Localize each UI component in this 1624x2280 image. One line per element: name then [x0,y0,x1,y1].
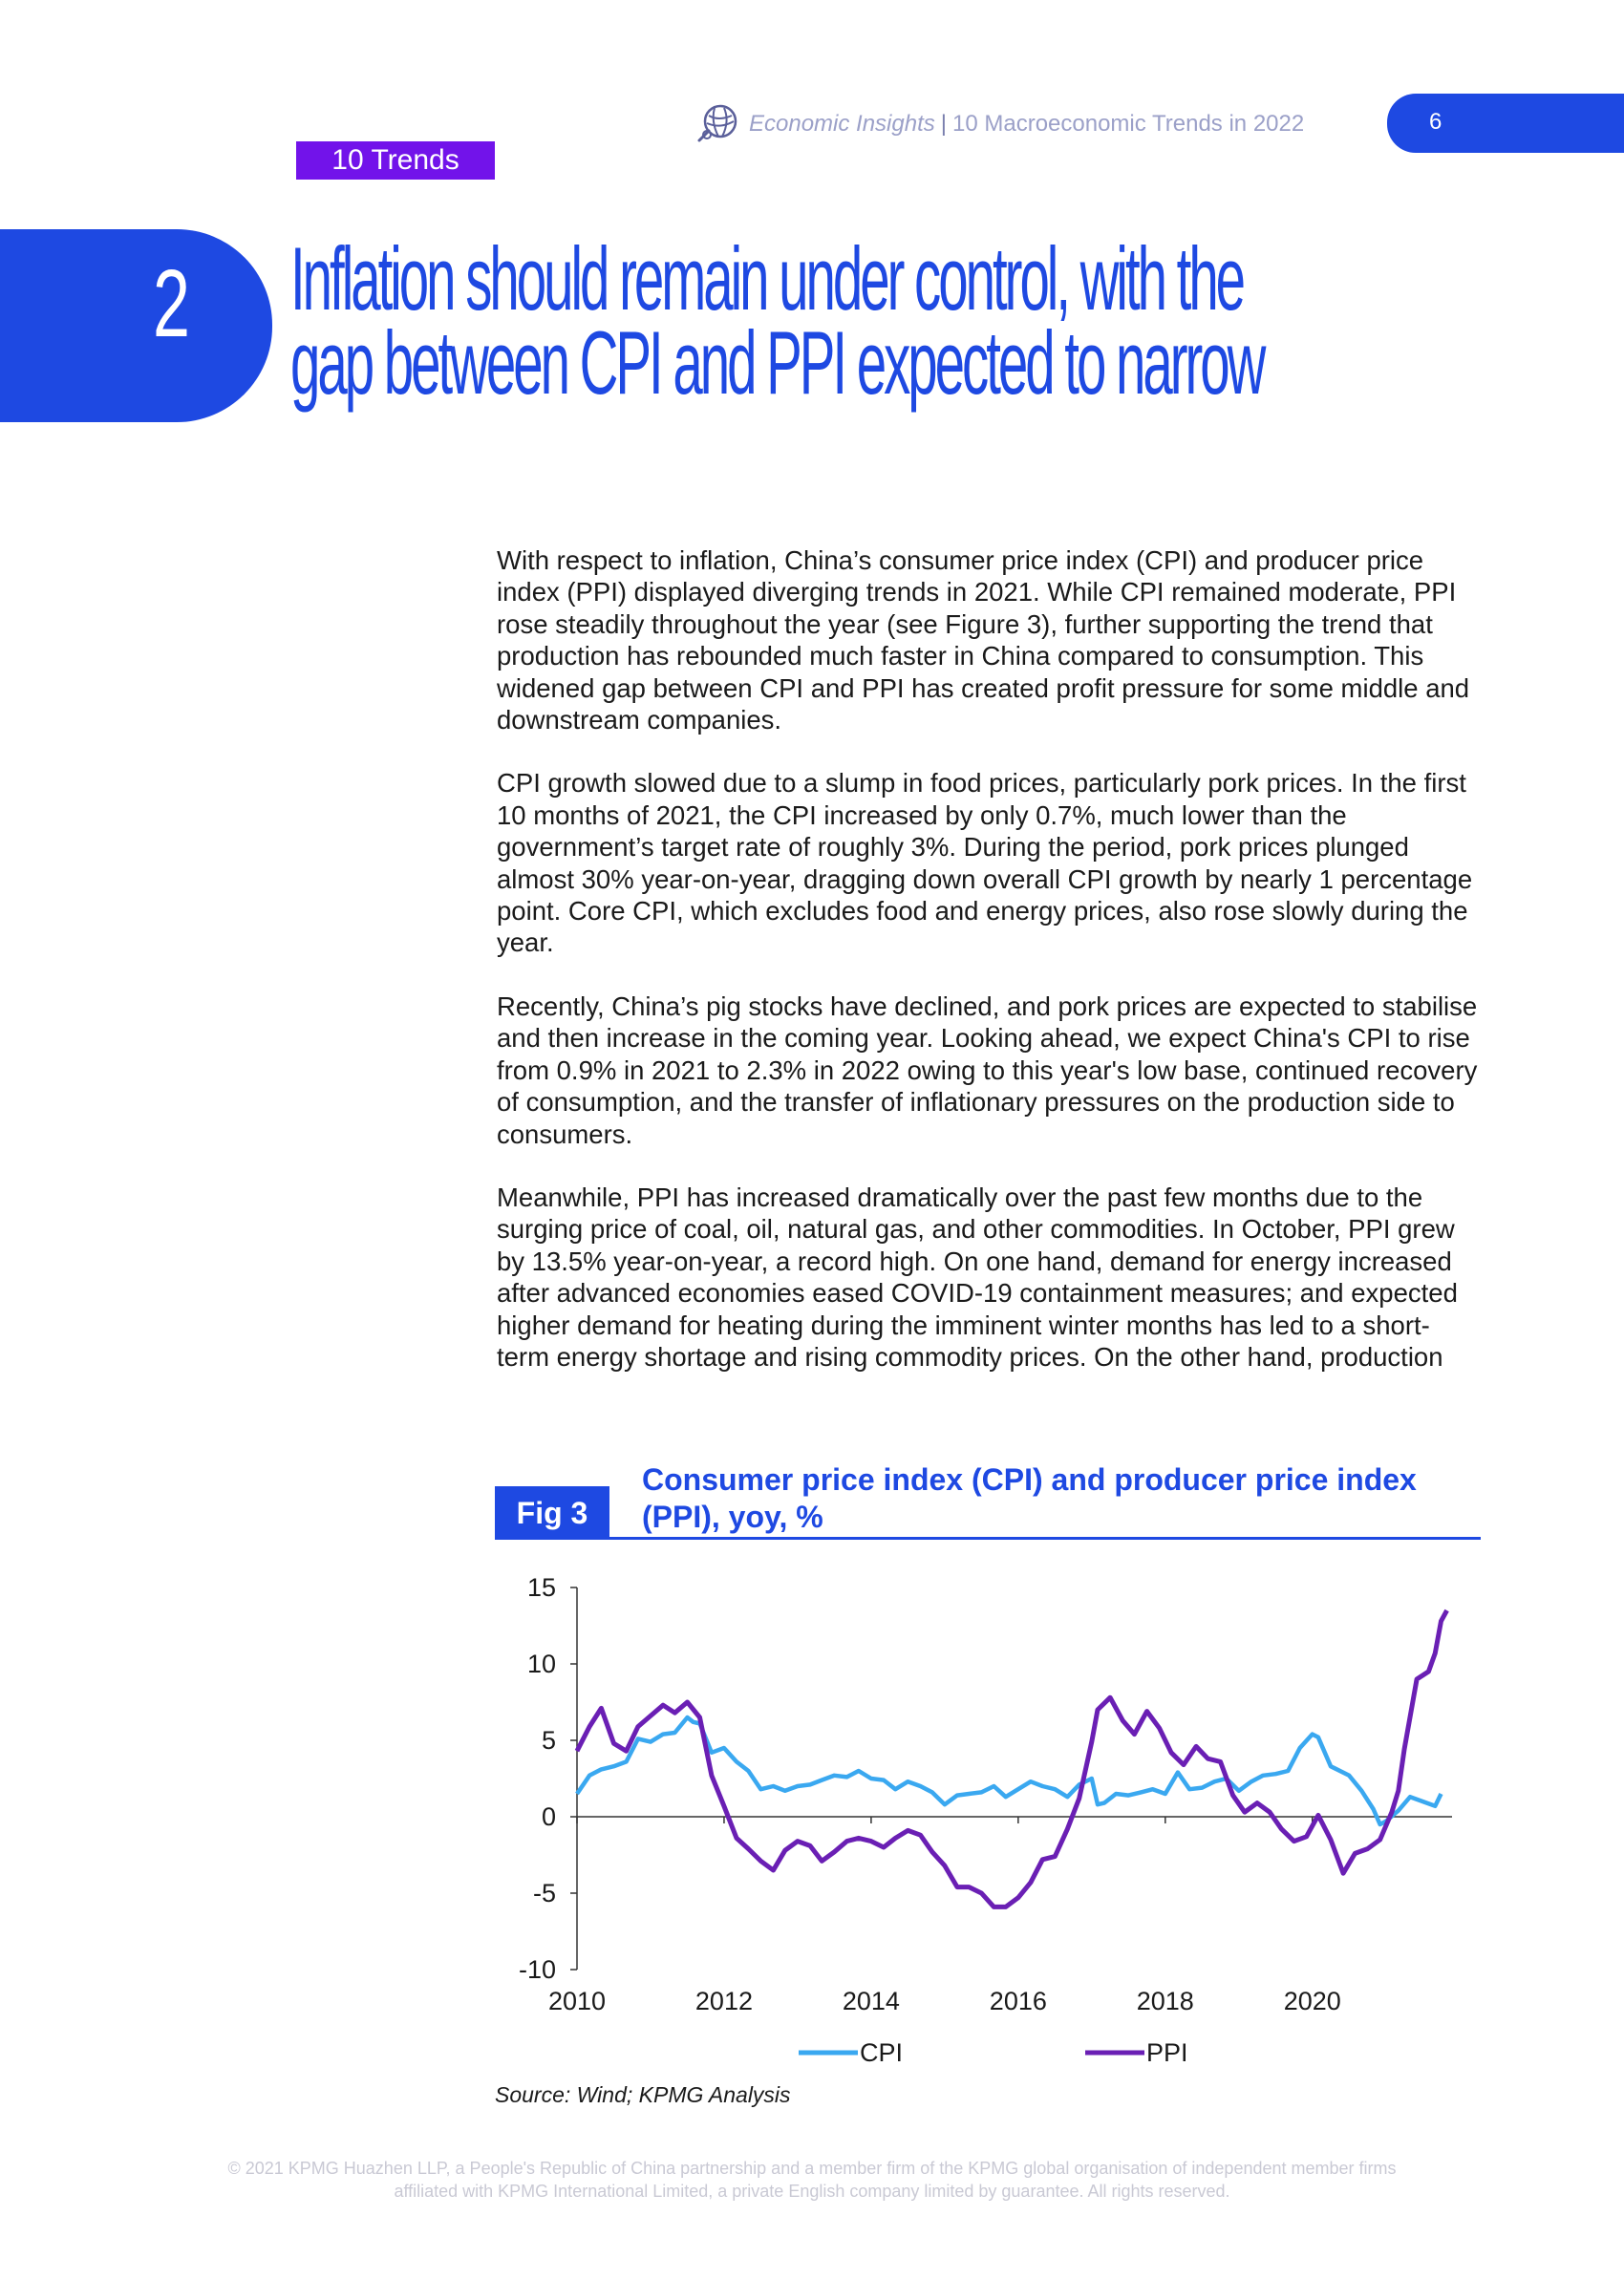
body-paragraph-1: With respect to inflation, China’s consumer price index (CPI) and producer price index (PPI) displayed diverging trends in 2021. While CPI remained moderate, PPI rose steadily throughout the year (see Figure 3), further supporting the trend that production has rebounded much faster in China compared to consumption. This widened gap between CPI and PPI has created profit pressure for some middle and downstream companies. [497,545,1470,735]
section-number: 2 [153,250,190,357]
series-line-ppi [577,1610,1447,1907]
globe-brand-icon [695,100,741,146]
body-paragraph-4: Meanwhile, PPI has increased dramatically over the past few months due to the surging price of coal, oil, natural gas, and other commodities. In October, PPI grew by 13.5% year-on-year, a record high. On one hand, demand for energy increased after advanced economies eased COVID-19 containment measures; and expected higher demand for heating during the imminent winter months has led to a short-term energy shortage and rising commodity prices. On the other hand, production [497,1182,1458,1372]
y-tick-label: 15 [526,1573,556,1602]
figure-title-rule [609,1537,1481,1540]
section-title [290,228,1265,413]
header-text [749,111,1304,138]
footer-line-1: © 2021 KPMG Huazhen LLP, a People's Republic of China partnership and a member firm of the KPMG global organisation of independent member firms [227,2159,1397,2178]
y-tick-label: 5 [541,1726,556,1755]
chart-tick-labels [519,1573,1341,2015]
body-paragraph-2: CPI growth slowed due to a slump in food prices, particularly pork prices. In the first 10 months of 2021, the CPI increased by only 0.7%, much lower than the government’s target rate of roughly 3%. During the period, pork prices plunged almost 30% year-on-year, dragging down overall CPI growth by nearly 1 percentage point. Core CPI, which excludes food and energy prices, also rose slowly during the year. [497,768,1473,958]
legend-label-cpi: CPI [860,2038,904,2067]
figure-tag: Fig 3 [495,1486,609,1540]
chart-series [577,1610,1447,1907]
chart-legend [799,2038,1188,2067]
footer-line-2: affiliated with KPMG International Limited, a private English company limited by guarantee. All rights reserved. [394,2182,1230,2201]
legend-label-ppi: PPI [1146,2038,1188,2067]
x-tick-label: 2010 [547,1987,607,2015]
section-number-block [0,229,272,422]
x-tick-label: 2016 [989,1987,1047,2015]
header-brand: Economic Insights [749,111,935,137]
body-paragraph-3: Recently, China’s pig stocks have declined, and pork prices are expected to stabilise and then increase in the coming year. Looking ahead, we expect China's CPI to rise from 0.9% in 2021 to 2.3% in 2022 owing to this year's low base, continued recovery of consumption, and the transfer of inflationary pressures on the production side to consumers. [497,991,1478,1149]
y-tick-label: 0 [541,1802,556,1831]
header-separator: | [940,111,947,137]
header-subtitle: 10 Macroeconomic Trends in 2022 [952,111,1305,137]
page-number: 6 [1429,109,1442,135]
section-title-line-1: Inflation should remain under control, with the [290,228,1244,329]
cpi-ppi-line-chart [497,1555,1490,2099]
section-title-line-2: gap between CPI and PPI expected to narrow [290,312,1264,413]
figure-title: Consumer price index (CPI) and producer price index (PPI), yoy, % [642,1462,1417,1534]
x-tick-label: 2012 [694,1987,753,2015]
trend-tag: 10 Trends [296,141,495,180]
page-number-tab [1387,94,1624,153]
legend-item-cpi [799,2038,903,2067]
x-tick-label: 2018 [1136,1987,1194,2015]
legend-item-ppi [1085,2038,1188,2067]
y-tick-label: 10 [526,1650,556,1678]
copyright-footer [143,2157,1481,2203]
figure-source: Source: Wind; KPMG Analysis [495,2082,791,2107]
x-tick-label: 2014 [842,1987,900,2015]
x-tick-label: 2020 [1283,1987,1341,2015]
y-tick-label: -10 [518,1955,556,1984]
chart-axes [570,1587,1452,1970]
body-text [497,544,1481,1404]
y-tick-label: -5 [532,1879,556,1907]
series-line-cpi [577,1717,1442,1824]
